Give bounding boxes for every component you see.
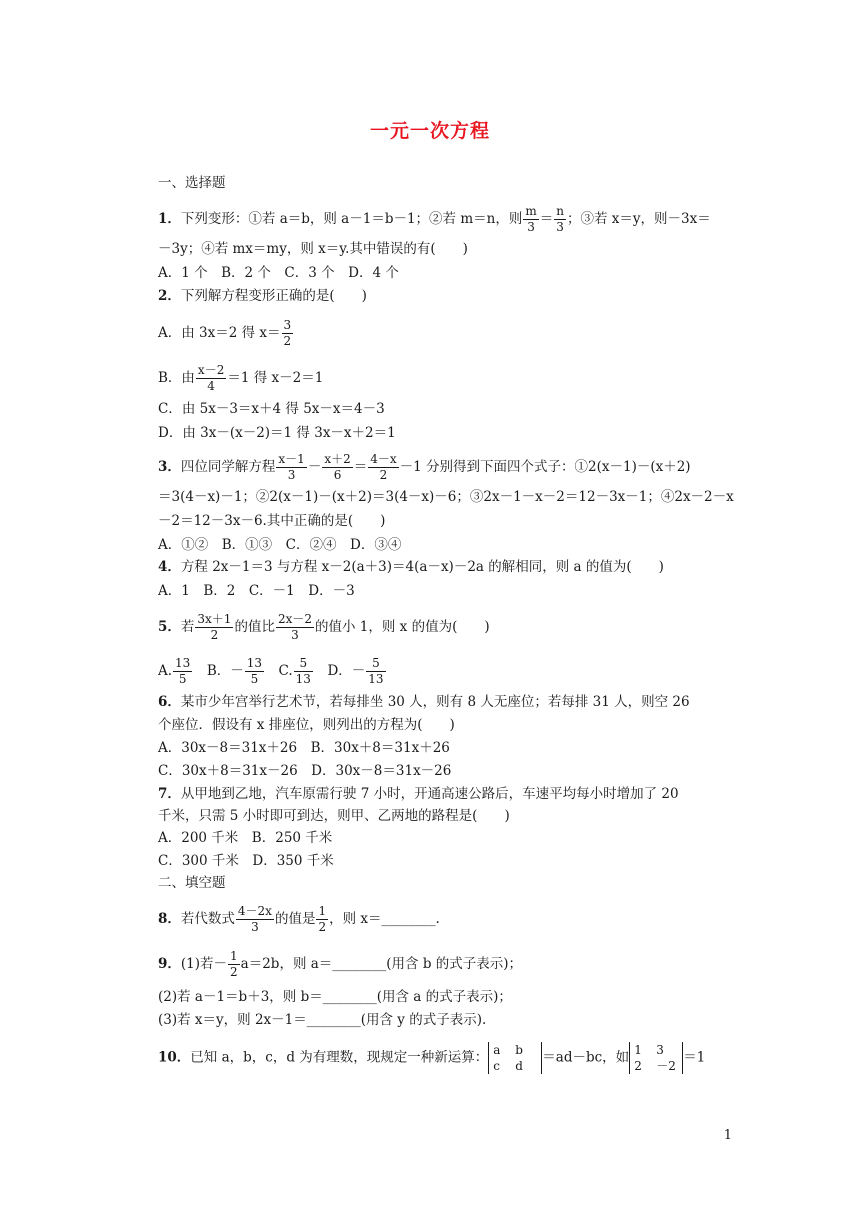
text: 下列解方程变形正确的是( )	[180, 288, 367, 304]
denominator: 2	[230, 965, 238, 979]
question-10	[158, 1042, 705, 1074]
text: ；③若 x＝y，则－3x＝	[566, 211, 711, 227]
entry: 2	[634, 1059, 642, 1073]
section-heading-choice: 一、选择题	[158, 175, 226, 191]
text: C.	[265, 663, 293, 679]
numerator: 3	[283, 318, 292, 332]
numerator: 1	[230, 949, 238, 963]
text: 的值是	[274, 911, 316, 927]
denominator: 2	[210, 628, 219, 642]
text: －1 分别得到下面四个式子：①2(x－1)－(x＋2)	[399, 459, 691, 475]
text: ＝	[353, 459, 368, 475]
question-3-line3: －2＝12－3x－6.其中正确的是( )	[158, 513, 386, 529]
numerator: 1	[318, 904, 327, 918]
fraction	[322, 452, 352, 483]
text: －	[307, 459, 322, 475]
text: 下列变形：①若 a＝b，则 a－1＝b－1；②若 m＝n，则	[180, 211, 523, 227]
text: 从甲地到乙地，汽车原需行驶 7 小时，开通高速公路后，车速平均每小时增加了 20	[180, 786, 679, 802]
question-7-line2: 千米，只需 5 小时即可到达，则甲、乙两地的路程是( )	[158, 808, 510, 824]
denominator: 13	[368, 672, 384, 686]
text: D．－	[313, 663, 366, 679]
denominator: 3	[251, 920, 259, 934]
denominator: 3	[527, 220, 535, 234]
question-7	[158, 785, 679, 803]
question-7-options-cd: C．300 千米 D．350 千米	[158, 853, 334, 869]
question-2-option-a	[158, 318, 294, 349]
fraction	[316, 904, 328, 935]
determinant-row	[493, 1058, 537, 1074]
denominator: 2	[379, 468, 388, 482]
question-number: 10．	[158, 1049, 191, 1066]
denominator: 2	[318, 920, 327, 934]
question-9-line3: (3)若 x＝y，则 2x－1＝________(用含 y 的式子表示).	[158, 1012, 487, 1028]
fraction	[366, 656, 385, 687]
denominator: 3	[291, 628, 299, 642]
denominator: 13	[295, 672, 311, 686]
numerator: 5	[294, 656, 313, 672]
question-6	[158, 693, 690, 711]
question-1-options: A．1 个 B．2 个 C．3 个 D．4 个	[158, 265, 399, 281]
section-heading-fill: 二、填空题	[158, 875, 226, 891]
question-6-options-cd: C．30x＋8＝31x－26 D．30x－8＝31x－26	[158, 763, 452, 779]
determinant	[629, 1042, 683, 1074]
fraction	[523, 204, 538, 235]
question-number: 9．	[158, 956, 181, 972]
question-3	[158, 452, 691, 483]
denominator: 5	[178, 672, 187, 686]
entry: c	[493, 1059, 501, 1073]
numerator: 2x－2	[277, 612, 312, 626]
question-2-option-d: D．由 3x－(x－2)＝1 得 3x－x＋2＝1	[158, 425, 396, 441]
numerator: x－1	[278, 452, 305, 466]
entry: 3	[656, 1043, 664, 1057]
text: 的值小 1，则 x 的值为( )	[315, 619, 490, 635]
fraction	[236, 904, 274, 935]
numerator: 5	[366, 656, 385, 672]
fraction	[276, 612, 314, 643]
numerator: 13	[175, 656, 191, 670]
text: A.	[158, 663, 173, 679]
text: 若代数式	[180, 911, 235, 927]
question-5-options	[158, 656, 387, 687]
determinant-row	[634, 1058, 678, 1074]
question-6-options-ab: A．30x－8＝31x＋26 B．30x＋8＝31x＋26	[158, 740, 450, 756]
fraction	[228, 949, 240, 980]
question-5	[158, 612, 490, 643]
text: ＝ad－bc，如	[542, 1049, 630, 1066]
fraction	[294, 656, 313, 687]
text: ＝1 得 x－2＝1	[227, 370, 324, 386]
text: (1)若－	[180, 956, 228, 972]
determinant-row	[493, 1042, 537, 1058]
fraction	[245, 656, 264, 687]
entry: b	[515, 1043, 523, 1057]
text: a＝2b，则 a＝________(用含 b 的式子表示)；	[240, 956, 523, 972]
numerator: 4－2x	[237, 904, 272, 918]
question-2-option-b	[158, 363, 323, 394]
question-number: 8．	[158, 911, 181, 927]
text: 某市少年宫举行艺术节，若每排坐 30 人，则有 8 人无座位；若每排 31 人，则空 26	[180, 694, 690, 710]
question-9	[158, 949, 522, 980]
page-title: 一元一次方程	[369, 120, 490, 142]
numerator: n	[556, 204, 564, 218]
question-1	[158, 204, 711, 235]
text: 的值比	[234, 619, 275, 635]
numerator: 3x＋1	[197, 612, 232, 626]
fraction	[196, 363, 226, 394]
entry: a	[493, 1043, 501, 1057]
question-3-line2: ＝3(4－x)－1；②2(x－1)－(x＋2)＝3(4－x)－6；③2x－1－x－2＝12－3x－1；④2x－2－x	[158, 489, 734, 505]
question-number: 1．	[158, 211, 181, 227]
question-4-options: A．1 B．2 C．－1 D．－3	[158, 583, 355, 599]
question-number: 7．	[158, 786, 181, 802]
question-6-line2: 个座位．假设有 x 排座位，则列出的方程为( )	[158, 717, 455, 733]
numerator: x－2	[197, 363, 225, 377]
question-7-options-ab: A．200 千米 B．250 千米	[158, 830, 333, 846]
denominator: 2	[283, 334, 292, 348]
question-9-line2: (2)若 a－1＝b＋3，则 b＝________(用含 a 的式子表示)；	[158, 989, 512, 1005]
denominator: 6	[333, 468, 342, 482]
denominator: 3	[556, 220, 564, 234]
determinant-row	[634, 1042, 678, 1058]
text: 四位同学解方程	[180, 459, 276, 475]
text: A．由 3x＝2 得 x＝	[158, 325, 281, 341]
question-2	[158, 287, 367, 305]
text: ，则 x＝________.	[329, 911, 440, 927]
question-3-options: A．①② B．①③ C．②④ D．③④	[158, 537, 402, 553]
fraction	[173, 656, 192, 687]
entry: 1	[634, 1043, 642, 1057]
text: 若	[180, 619, 195, 635]
numerator: 13	[246, 656, 263, 670]
fraction	[554, 204, 566, 235]
numerator: 4－x	[370, 452, 397, 466]
text: B．－	[193, 663, 244, 679]
text: ＝	[539, 211, 554, 227]
determinant	[488, 1042, 542, 1074]
question-number: 4．	[158, 559, 181, 575]
numerator: m	[525, 204, 537, 218]
text: B．由	[158, 370, 195, 386]
entry: －2	[656, 1059, 676, 1073]
question-number: 2．	[158, 288, 181, 304]
question-number: 6．	[158, 694, 181, 710]
denominator: 5	[250, 672, 259, 686]
fraction	[282, 318, 294, 349]
question-1-line2: －3y；④若 mx＝my，则 x＝y.其中错误的有( )	[158, 241, 468, 257]
text: 方程 2x－1＝3 与方程 x－2(a＋3)＝4(a－x)－2a 的解相同，则 a 的值为( )	[180, 559, 664, 575]
fraction	[368, 452, 398, 483]
fraction	[195, 612, 233, 643]
question-number: 3．	[158, 459, 181, 475]
page-number: 1	[723, 1128, 732, 1143]
text: 已知 a，b，c，d 为有理数，现规定一种新运算：	[190, 1049, 489, 1066]
question-8	[158, 904, 440, 935]
fraction	[276, 452, 306, 483]
numerator: x＋2	[324, 452, 351, 466]
text: ＝1	[683, 1049, 706, 1066]
question-2-option-c: C．由 5x－3＝x＋4 得 5x－x＝4－3	[158, 401, 385, 417]
denominator: 4	[207, 379, 215, 393]
question-number: 5．	[158, 619, 181, 635]
entry: d	[515, 1059, 523, 1073]
question-4	[158, 558, 664, 576]
denominator: 3	[287, 468, 296, 482]
